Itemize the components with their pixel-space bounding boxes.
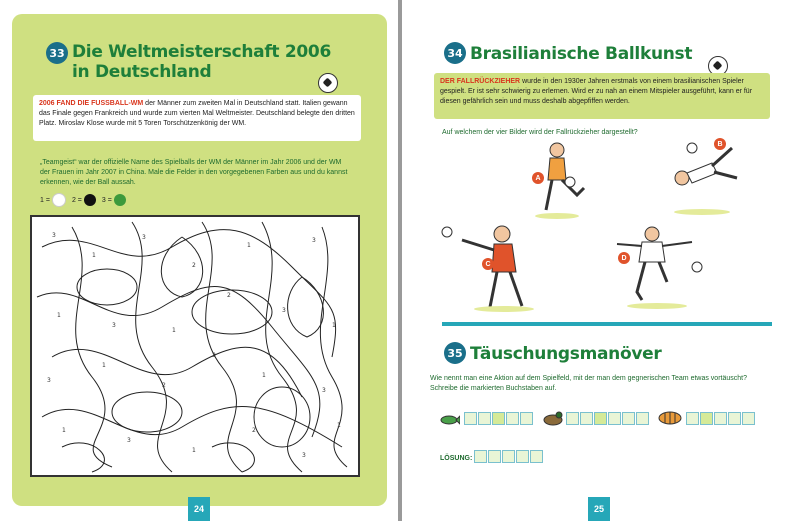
answer-cell[interactable] bbox=[566, 412, 579, 425]
svg-text:1: 1 bbox=[102, 362, 106, 369]
solution-label: LÖSUNG: bbox=[440, 455, 473, 462]
svg-text:3: 3 bbox=[47, 377, 51, 384]
duck-icon-svg bbox=[542, 410, 564, 426]
svg-text:2: 2 bbox=[227, 292, 231, 299]
section-divider bbox=[442, 322, 772, 326]
answer-cell[interactable] bbox=[622, 412, 635, 425]
answer-cell[interactable] bbox=[464, 412, 477, 425]
color-legend bbox=[40, 193, 132, 207]
figure-b-label: B bbox=[714, 138, 726, 150]
section-35-title: Täuschungsmanöver bbox=[470, 344, 662, 364]
svg-text:3: 3 bbox=[112, 322, 116, 329]
svg-text:1: 1 bbox=[62, 427, 66, 434]
svg-text:2: 2 bbox=[192, 262, 196, 269]
svg-text:1: 1 bbox=[192, 447, 196, 454]
svg-text:1: 1 bbox=[262, 372, 266, 379]
section-35-badge: 35 bbox=[444, 342, 466, 364]
svg-text:3: 3 bbox=[312, 237, 316, 244]
legend-swatch-black bbox=[84, 194, 96, 206]
intro-text: der Männer zum zweiten Mal in Deutschland statt. Italien gewann das Finale gegen Frankreich und wurde zum vierten Mal Weltmeister. Deutschland belegte den dritten Platz. Miroslav Klose wurde mit 5 Toren Torschützenkönig der WM. bbox=[39, 100, 355, 127]
section-34-badge: 34 bbox=[444, 42, 466, 64]
section-33-intro bbox=[33, 95, 361, 141]
fish-icon bbox=[440, 413, 460, 425]
figure-a-label: A bbox=[532, 172, 544, 184]
section-35-question: Wie nennt man eine Aktion auf dem Spielfeld, mit der man dem gegnerischen Team etwas vortäuscht? Schreibe die markierten Buchstaben auf. bbox=[430, 375, 747, 392]
svg-text:3: 3 bbox=[212, 352, 216, 359]
svg-text:1: 1 bbox=[247, 242, 251, 249]
answer-cell[interactable] bbox=[686, 412, 699, 425]
answer-grid-duck[interactable] bbox=[566, 412, 650, 425]
solution-cell[interactable] bbox=[530, 450, 543, 463]
svg-text:3: 3 bbox=[52, 232, 56, 239]
section-33-title-line1: Die Weltmeisterschaft 2006 bbox=[72, 42, 331, 62]
figure-d-drawing bbox=[597, 222, 707, 312]
section-34-intro bbox=[434, 73, 770, 119]
svg-text:2: 2 bbox=[162, 382, 166, 389]
svg-text:3: 3 bbox=[127, 437, 131, 444]
svg-text:3: 3 bbox=[142, 234, 146, 241]
answer-grid-fish[interactable] bbox=[464, 412, 534, 425]
legend-label-3: 3 = bbox=[101, 196, 112, 204]
solution-cell[interactable] bbox=[488, 450, 501, 463]
section-33-badge: 33 bbox=[46, 42, 68, 64]
figure-b-drawing bbox=[652, 138, 742, 218]
answer-cell[interactable] bbox=[506, 412, 519, 425]
figure-d-label: D bbox=[618, 252, 630, 264]
answer-cell[interactable] bbox=[728, 412, 741, 425]
soccer-ball-icon bbox=[318, 73, 338, 93]
figure-d-player[interactable] bbox=[597, 222, 707, 312]
section-33-title bbox=[72, 42, 331, 82]
answer-cell[interactable] bbox=[714, 412, 727, 425]
left-page-number: 24 bbox=[188, 497, 210, 521]
solution-cell[interactable] bbox=[474, 450, 487, 463]
tiger-icon bbox=[657, 408, 683, 426]
answer-cell[interactable] bbox=[580, 412, 593, 425]
coloring-puzzle-drawing bbox=[32, 217, 358, 475]
section-34-text: wurde in den 1930er Jahren erstmals von einem brasilianischen Spieler gespielt. Er ist sehr schwierig zu erlernen. Wird er zu nah an einem Mitspieler ausgeführt, kann er für diesen gefährlich sein und muss deshalb abgepfiffen werden. bbox=[440, 78, 753, 105]
intro-highlight: 2006 FAND DIE FUSSBALL-WM bbox=[39, 100, 144, 107]
svg-text:1: 1 bbox=[172, 327, 176, 334]
figure-b-player[interactable] bbox=[652, 138, 742, 218]
section-33-title-line2: in Deutschland bbox=[72, 62, 212, 82]
tiger-icon-svg bbox=[657, 408, 683, 426]
legend-swatch-green bbox=[114, 194, 126, 206]
solution-grid[interactable] bbox=[474, 450, 544, 463]
right-page bbox=[402, 0, 800, 521]
section-34-highlight: DER FALLRÜCKZIEHER bbox=[440, 78, 521, 85]
left-page bbox=[0, 0, 398, 521]
svg-text:3: 3 bbox=[282, 307, 286, 314]
duck-icon bbox=[542, 410, 564, 426]
answer-grid-tiger[interactable] bbox=[686, 412, 756, 425]
section-34-question: Auf welchem der vier Bilder wird der Fallrückzieher dargestellt? bbox=[442, 129, 638, 136]
answer-cell[interactable] bbox=[742, 412, 755, 425]
answer-cell[interactable] bbox=[520, 412, 533, 425]
fish-icon-svg bbox=[440, 414, 460, 426]
legend-swatch-white bbox=[52, 193, 66, 207]
answer-cell[interactable] bbox=[594, 412, 607, 425]
answer-cell[interactable] bbox=[492, 412, 505, 425]
answer-cell[interactable] bbox=[478, 412, 491, 425]
legend-label-1: 1 = bbox=[40, 196, 50, 204]
answer-cell[interactable] bbox=[636, 412, 649, 425]
coloring-puzzle[interactable] bbox=[30, 215, 360, 477]
solution-cell[interactable] bbox=[502, 450, 515, 463]
solution-cell[interactable] bbox=[516, 450, 529, 463]
section-33-instructions: „Teamgeist“ war der offizielle Name des Spielballs der WM der Männer im Jahr 2006 und der WM der Frauen im Jahr 2007 in China. Male die Felder in den vorgegebenen Farben aus und du kannst erkennen, wie der Ball aussah. bbox=[40, 159, 348, 186]
svg-text:1: 1 bbox=[92, 252, 96, 259]
section-34-title: Brasilianische Ballkunst bbox=[470, 44, 693, 64]
legend-label-2: 2 = bbox=[71, 196, 82, 204]
answer-cell[interactable] bbox=[700, 412, 713, 425]
right-page-number: 25 bbox=[588, 497, 610, 521]
svg-text:3: 3 bbox=[322, 387, 326, 394]
svg-text:3: 3 bbox=[302, 452, 306, 459]
svg-text:1: 1 bbox=[332, 322, 336, 329]
answer-cell[interactable] bbox=[608, 412, 621, 425]
figure-c-label: C bbox=[482, 258, 494, 270]
svg-text:2: 2 bbox=[252, 427, 256, 434]
svg-text:1: 1 bbox=[57, 312, 61, 319]
svg-text:1: 1 bbox=[337, 422, 341, 429]
